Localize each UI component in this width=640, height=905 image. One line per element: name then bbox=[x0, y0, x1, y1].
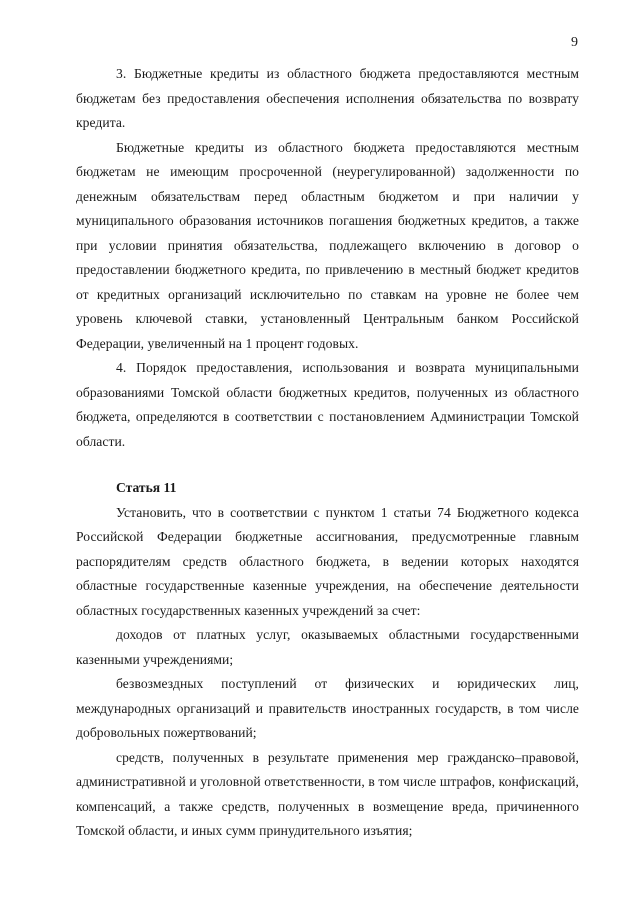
paragraph-paid-services: доходов от платных услуг, оказываемых областными государственными казенными учреждениями; bbox=[76, 627, 579, 667]
paragraph-item-4: 4. Порядок предоставления, использования и возврата муниципальными образованиями Томской области бюджетных кредитов, полученных из областного бюджета, определяются в соответствии с постановлением Администрации Томской области. bbox=[76, 360, 579, 449]
section-gap bbox=[76, 454, 579, 476]
paragraph-item-3: 3. Бюджетные кредиты из областного бюджета предоставляются местным бюджетам без предоставления обеспечения исполнения обязательства по возврату кредита. bbox=[76, 66, 579, 130]
paragraph-donations: безвозмездных поступлений от физических и юридических лиц, международных организаций и правительств иностранных государств, в том числе добровольных пожертвований; bbox=[76, 676, 579, 740]
paragraph-article-11-intro: Установить, что в соответствии с пунктом 1 статьи 74 Бюджетного кодекса Российской Федерации бюджетные ассигнования, предусмотренные главным распорядителям средств областного бюджета, в ведении которых находятся областные государственные казенные учреждения, на обеспечение деятельности областных государственных казенных учреждений за счет: bbox=[76, 504, 579, 618]
paragraph-liability-funds: средств, полученных в результате применения мер гражданско–правовой, административной и уголовной ответственности, в том числе штрафов, конфискаций, компенсаций, а также средств, полученных в возмещение вреда, причиненного Томской области, и иных сумм принудительного изъятия; bbox=[76, 749, 579, 838]
paragraph-credit-conditions: Бюджетные кредиты из областного бюджета предоставляются местным бюджетам не имеющим просроченной (неурегулированной) задолженности по денежным обязательствам перед областным бюджетом и при наличии у муниципального образования источников погашения бюджетных кредитов, а также при условии принятия обязательства, подлежащего включению в договор о предоставлении бюджетного кредита, по привлечению в местный бюджет кредитов от кредитных организаций исключительно по ставкам на уровне не более чем уровень ключевой ставки, установленный Центральным банком Российской Федерации, увеличенный на 1 процент годовых. bbox=[76, 139, 579, 351]
article-heading: Статья 11 bbox=[116, 480, 177, 495]
document-body bbox=[76, 62, 579, 844]
page-number: 9 bbox=[571, 35, 578, 50]
